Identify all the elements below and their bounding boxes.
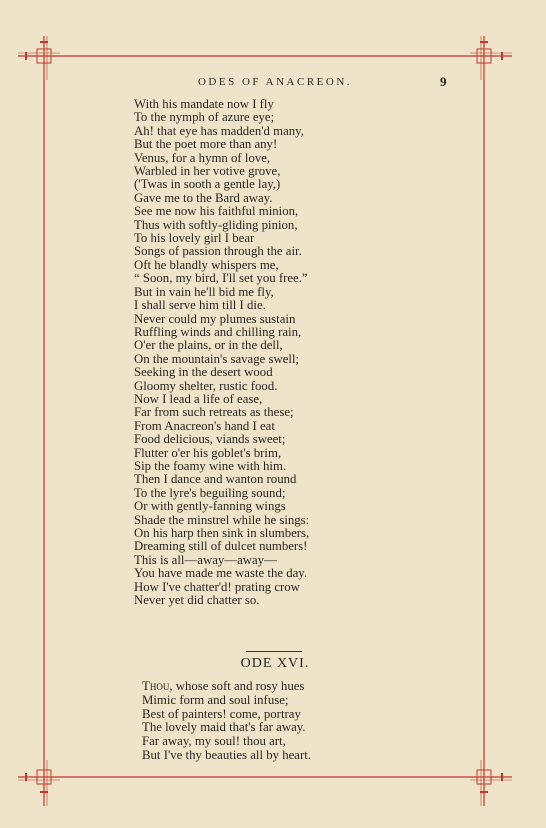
poem-line: On the mountain's savage swell; bbox=[134, 351, 300, 366]
section-divider bbox=[246, 651, 302, 652]
ode-first-line bbox=[142, 680, 462, 694]
poem-line: To the nymph of azure eye; bbox=[134, 110, 275, 125]
poem-line: From Anacreon's hand I eat bbox=[134, 418, 275, 433]
ode-line: But I've thy beauties all by heart. bbox=[142, 747, 311, 762]
ode-first-line-rest: whose soft and rosy hues bbox=[172, 679, 305, 693]
poem-line: I shall serve him till I die. bbox=[134, 298, 266, 313]
poem-line: Far from such retreats as these; bbox=[134, 405, 294, 420]
poem-text bbox=[134, 98, 454, 607]
poem-line: Ruffling winds and chilling rain, bbox=[134, 324, 302, 339]
poem-line: Oft he blandly whispers me, bbox=[134, 257, 279, 272]
poem-line: Songs of passion through the air. bbox=[134, 244, 302, 259]
poem-line: With his mandate now I fly bbox=[134, 97, 274, 111]
poem-line: On his harp then sink in slumbers, bbox=[134, 526, 310, 540]
running-head: ODES OF ANACREON. bbox=[197, 76, 353, 88]
poem-line: Then I dance and wanton round bbox=[134, 472, 297, 487]
ode-line: Best of painters! come, portray bbox=[142, 706, 301, 721]
ode-first-word: Thou, bbox=[142, 679, 173, 693]
poem-line: To his lovely girl I bear bbox=[134, 231, 255, 246]
poem-line: Food delicious, viands sweet; bbox=[134, 432, 286, 447]
poem-line: O'er the plains, or in the dell, bbox=[134, 338, 283, 353]
poem-line: Ah! that eye has madden'd many, bbox=[134, 123, 304, 138]
poem-line: Never yet did chatter so. bbox=[134, 593, 260, 608]
poem-line: Flutter o'er his goblet's brim, bbox=[134, 445, 282, 460]
poem-line: How I've chatter'd! prating crow bbox=[134, 579, 300, 594]
poem-line: Sip the foamy wine with him. bbox=[134, 458, 287, 473]
page-number: 9 bbox=[440, 74, 447, 89]
poem-line: You have made me waste the day. bbox=[134, 566, 308, 581]
poem-line: But the poet more than any! bbox=[134, 137, 278, 152]
poem-line: Venus, for a hymn of love, bbox=[134, 150, 271, 165]
poem-line: Gave me to the Bard away. bbox=[134, 190, 273, 205]
poem-line: See me now his faithful minion, bbox=[134, 204, 299, 219]
poem-line: Warbled in her votive grove, bbox=[134, 164, 281, 179]
poem-line: To the lyre's beguiling sound; bbox=[134, 485, 286, 500]
poem-line: Or with gently-fanning wings bbox=[134, 499, 286, 514]
poem-line: Never could my plumes sustain bbox=[134, 311, 296, 326]
poem-line: ('Twas in sooth a gentle lay,) bbox=[134, 177, 281, 192]
ode-text bbox=[142, 680, 462, 763]
poem-line: Now I lead a life of ease, bbox=[134, 391, 263, 406]
poem-line: Seeking in the desert wood bbox=[134, 365, 273, 380]
poem-line: This is all—away—away— bbox=[134, 552, 277, 567]
ode-line: The lovely maid that's far away. bbox=[142, 720, 306, 735]
poem-line: Thus with softly-gliding pinion, bbox=[134, 217, 298, 232]
poem-line: Gloomy shelter, rustic food. bbox=[134, 378, 278, 393]
ode-title: ODE XVI. bbox=[240, 656, 310, 671]
poem-line: “ Soon, my bird, I'll set you free.” bbox=[134, 271, 308, 286]
ode-lines bbox=[142, 694, 462, 763]
ode-line: Far away, my soul! thou art, bbox=[142, 734, 286, 749]
poem-line: Dreaming still of dulcet numbers! bbox=[134, 539, 308, 554]
poem-line: But in vain he'll bid me fly, bbox=[134, 284, 274, 299]
ode-line: Mimic form and soul infuse; bbox=[142, 692, 289, 707]
poem-line: Shade the minstrel while he sings: bbox=[134, 512, 310, 527]
